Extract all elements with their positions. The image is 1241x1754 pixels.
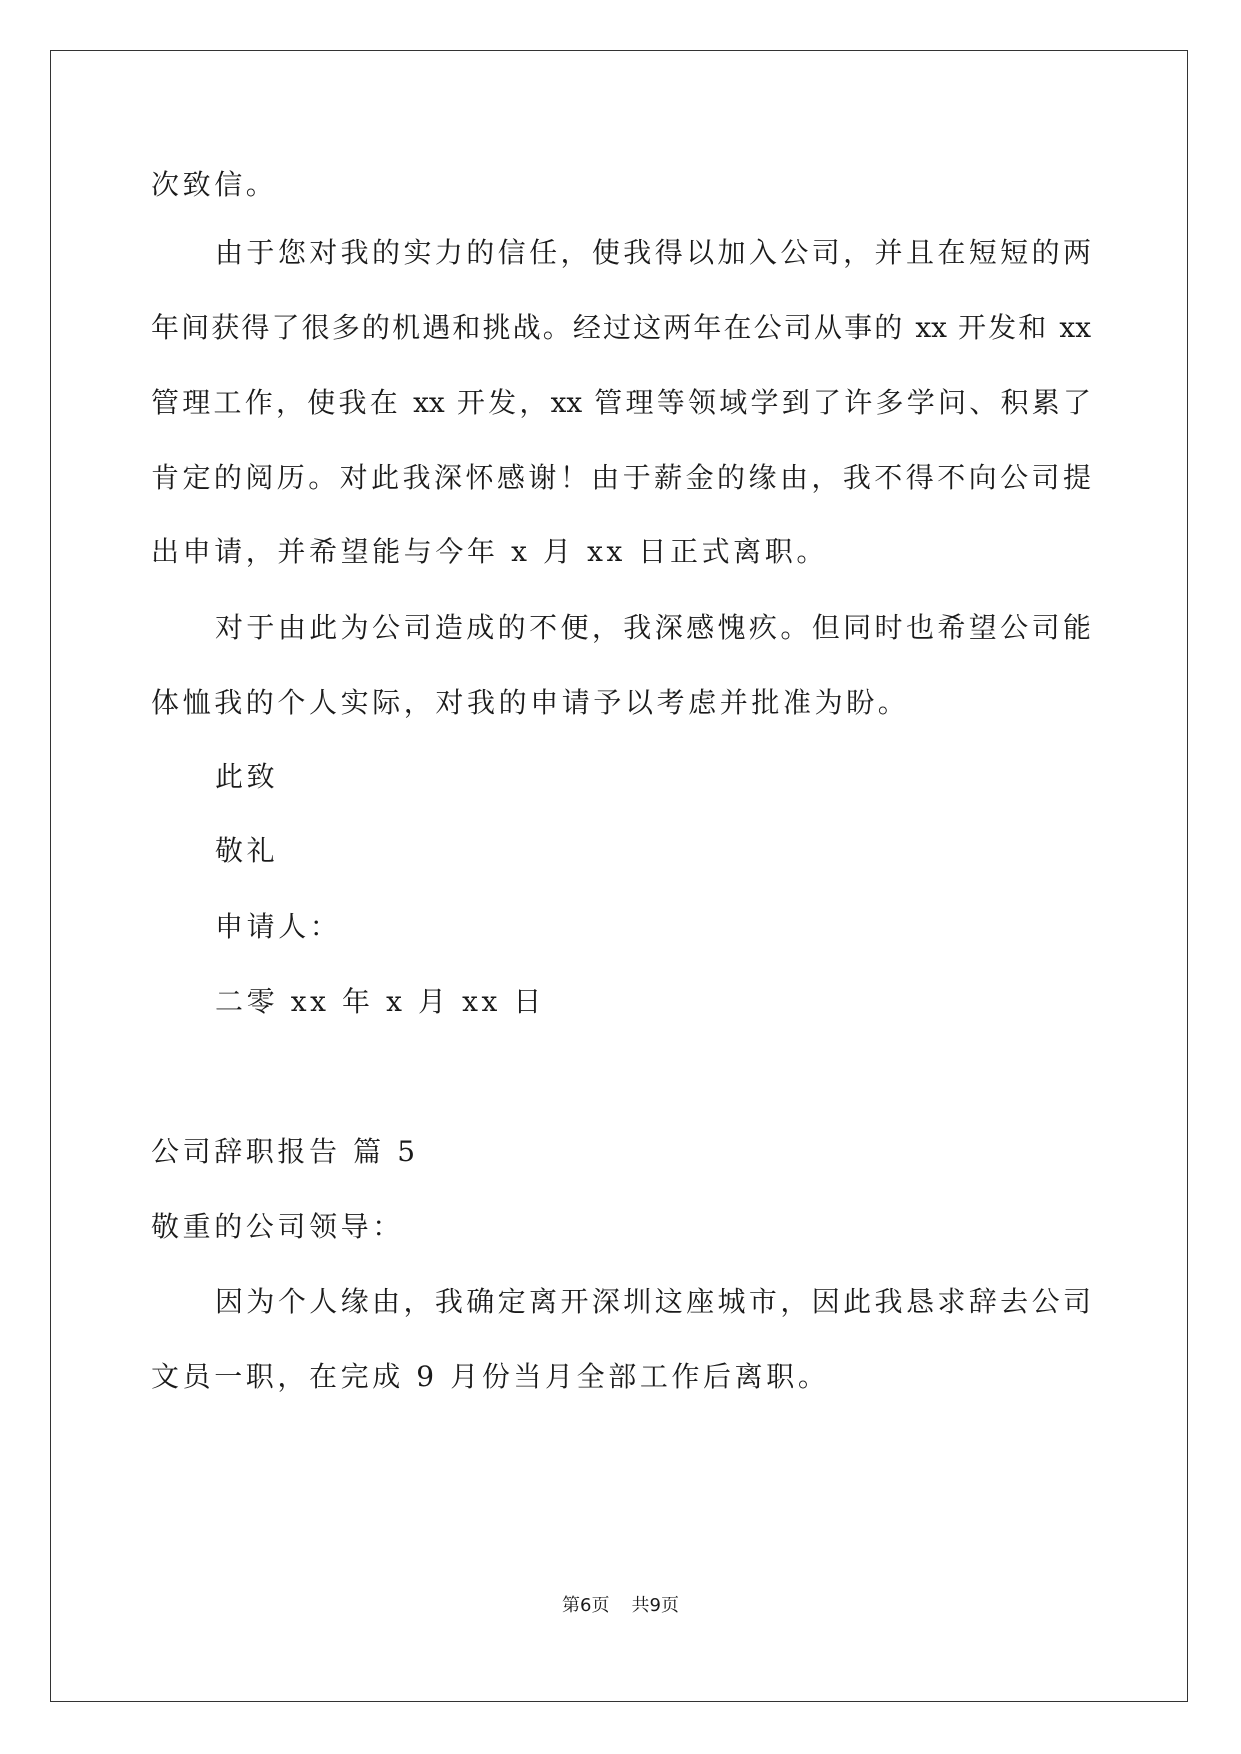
paragraph-line: 管理工作，使我在 xx 开发，xx 管理等领域学到了许多学问、积累了 <box>151 386 1091 419</box>
paragraph-line: 次致信。 <box>151 168 278 201</box>
closing-line: 此致 <box>215 760 279 793</box>
page-number: 第6页 <box>562 1595 610 1616</box>
page-footer <box>0 1594 1241 1618</box>
signature-label: 申请人： <box>215 910 342 943</box>
section-heading: 公司辞职报告 篇 5 <box>151 1135 419 1168</box>
salutation: 敬重的公司领导： <box>151 1210 404 1243</box>
paragraph-line: 对于由此为公司造成的不便，我深感愧疚。但同时也希望公司能 <box>215 611 1091 644</box>
date-line: 二零 xx 年 x 月 xx 日 <box>215 985 545 1018</box>
paragraph-line: 年间获得了很多的机遇和挑战。经过这两年在公司从事的 xx 开发和 xx <box>151 311 1091 344</box>
paragraph-line: 由于您对我的实力的信任，使我得以加入公司，并且在短短的两 <box>215 236 1091 269</box>
paragraph-line: 因为个人缘由，我确定离开深圳这座城市，因此我恳求辞去公司 <box>215 1285 1091 1318</box>
paragraph-line: 肯定的阅历。对此我深怀感谢！由于薪金的缘由，我不得不向公司提 <box>151 461 1091 494</box>
closing-line: 敬礼 <box>215 834 279 867</box>
paragraph-line: 体恤我的个人实际，对我的申请予以考虑并批准为盼。 <box>151 686 910 719</box>
paragraph-line: 文员一职，在完成 9 月份当月全部工作后离职。 <box>151 1360 830 1393</box>
page-frame <box>50 50 1188 1702</box>
page-total: 共9页 <box>631 1595 679 1616</box>
paragraph-line: 出申请，并希望能与今年 x 月 xx 日正式离职。 <box>151 535 828 568</box>
